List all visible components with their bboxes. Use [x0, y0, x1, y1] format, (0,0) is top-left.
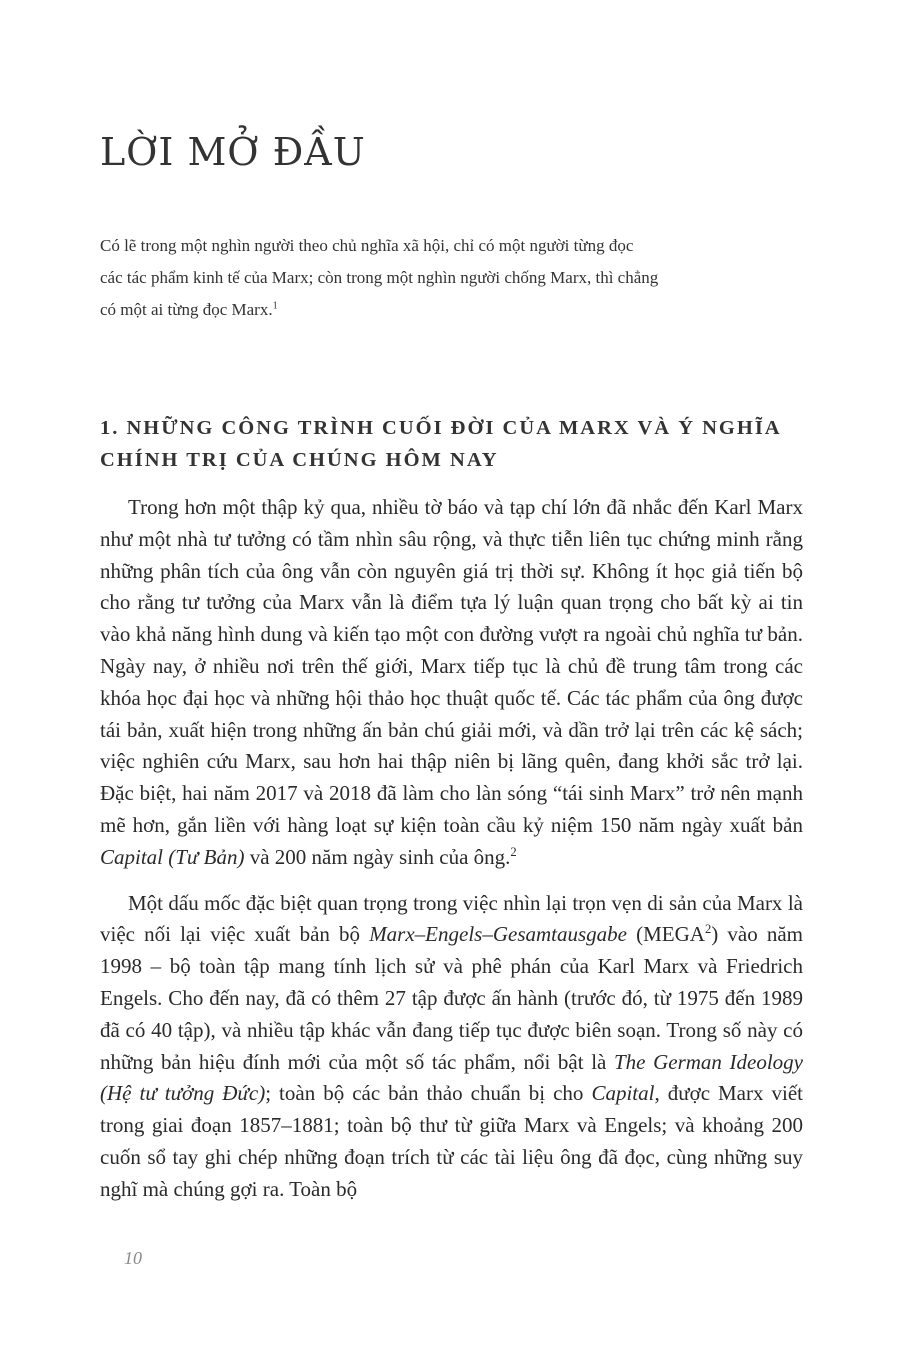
paragraph-text: và 200 năm ngày sinh của ông. [244, 844, 511, 869]
body-text [100, 492, 803, 1206]
section-heading: 1. NHỮNG CÔNG TRÌNH CUỐI ĐỜI CỦA MARX VÀ Ý NGHĨA CHÍNH TRỊ CỦA CHÚNG HÔM NAY [100, 417, 781, 471]
italic-book-title: The German Ideology (Hệ tư tưởng Đức) [100, 1049, 803, 1106]
paragraph [100, 888, 803, 1206]
paragraph-text: ; toàn bộ các bản thảo chuẩn bị cho [265, 1081, 592, 1106]
paragraph-text: Trong hơn một thập kỷ qua, nhiều tờ báo và tạp chí lớn đã nhắc đến Karl Marx như một nhà tư tưởng có tầm nhìn sâu rộng, và thực tiễn liên tục chứng minh rằng những phân tích của ông vẫn còn nguyên giá trị thời sự. Không ít học giả tiến bộ cho rằng tư tưởng của Marx vẫn là điểm tựa lý luận quan trọng cho bất kỳ ai tin vào khả năng hình dung và kiến tạo một con đường vượt ra ngoài chủ nghĩa tư bản. Ngày nay, ở nhiều nơi trên thế giới, Marx tiếp tục là chủ đề trung tâm trong các khóa học đại học và những hội thảo học thuật quốc tế. Các tác phẩm của ông được tái bản, xuất hiện trong những ấn bản chú giải mới, và dần trở lại trên các kệ sách; việc nghiên cứu Marx, sau hơn hai thập niên bị lãng quên, đang khởi sắc trở lại. Đặc biệt, hai năm 2017 và 2018 đã làm cho làn sóng “tái sinh Marx” trở nên mạnh mẽ hơn, gắn liền với hàng loạt sự kiện toàn cầu kỷ niệm 150 năm ngày xuất bản [100, 495, 803, 837]
footnote-marker: 2 [510, 844, 517, 859]
paragraph [100, 492, 803, 874]
epigraph [100, 230, 660, 326]
paragraph-text: (MEGA [626, 922, 705, 947]
footnote-marker: 1 [272, 300, 278, 312]
italic-book-title: Marx–Engels–Gesamtausgabe [369, 922, 627, 947]
italic-book-title: Capital [591, 1081, 655, 1106]
italic-book-title: Capital (Tư Bản) [100, 844, 245, 869]
paragraph-text: ) vào năm 1998 – bộ toàn tập mang tính lịch sử và phê phán của Karl Marx và Friedrich Engels. Cho đến nay, đã có thêm 27 tập được ấn hành (trước đó, từ 1975 đến 1989 đã có 40 tập), và nhiều tập khác vẫn đang tiếp tục được biên soạn. Trong số này có những bản hiệu đính mới của một số tác phẩm, nổi bật là [100, 922, 803, 1074]
paragraph-text: Một dấu mốc đặc biệt quan trọng trong việc nhìn lại trọn vẹn di sản của Marx là việc nối lại việc xuất bản bộ [100, 890, 803, 947]
paragraph-text: , được Marx viết trong giai đoạn 1857–1881; toàn bộ thư từ giữa Marx và Engels; và khoảng 200 cuốn sổ tay ghi chép những đoạn trích từ các tài liệu ông đã đọc, cùng những suy nghĩ mà chúng gợi ra. Toàn bộ [100, 1081, 803, 1201]
page-number: 10 [124, 1248, 142, 1268]
chapter-title: LỜI MỞ ĐẦU [100, 130, 366, 174]
epigraph-text: Có lẽ trong một nghìn người theo chủ nghĩa xã hội, chỉ có một người từng đọc các tác phẩm kinh tế của Marx; còn trong một nghìn người chống Marx, thì chẳng có một ai từng đọc Marx. [100, 236, 659, 319]
superscript: 2 [704, 922, 712, 937]
